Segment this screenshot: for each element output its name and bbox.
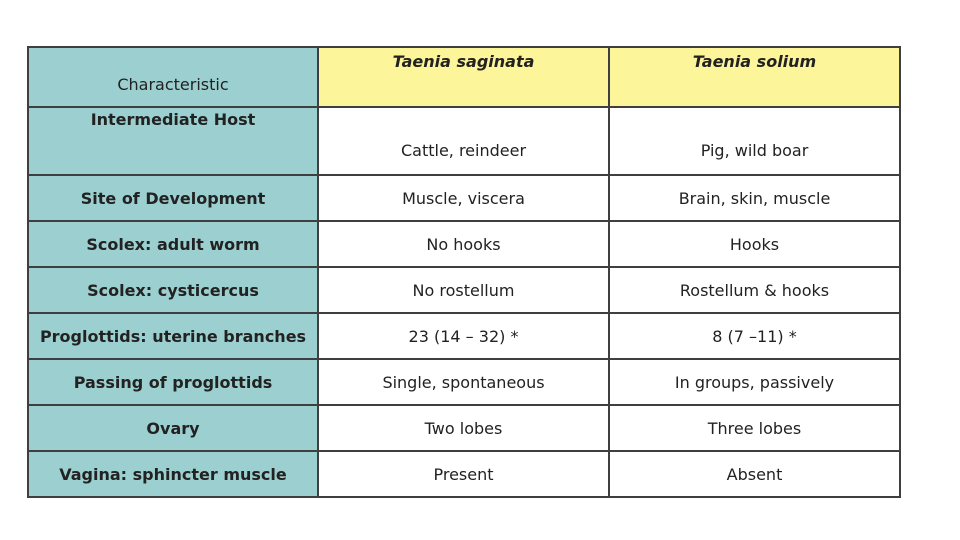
saginata-value: No rostellum — [318, 267, 609, 313]
row-label: Passing of proglottids — [28, 359, 318, 405]
saginata-value: Cattle, reindeer — [318, 107, 609, 175]
row-label: Scolex: cysticercus — [28, 267, 318, 313]
saginata-value: 23 (14 – 32) * — [318, 313, 609, 359]
solium-value: Pig, wild boar — [609, 107, 900, 175]
table-row — [28, 221, 900, 267]
header-row — [28, 47, 900, 107]
solium-value: 8 (7 –11) * — [609, 313, 900, 359]
table-row — [28, 313, 900, 359]
row-label: Proglottids: uterine branches — [28, 313, 318, 359]
header-taenia-saginata: Taenia saginata — [318, 47, 609, 107]
table-row — [28, 267, 900, 313]
row-label: Intermediate Host — [28, 107, 318, 175]
table-row — [28, 107, 900, 175]
row-label: Ovary — [28, 405, 318, 451]
table-row — [28, 451, 900, 497]
solium-value: Brain, skin, muscle — [609, 175, 900, 221]
header-taenia-solium: Taenia solium — [609, 47, 900, 107]
saginata-value: Muscle, viscera — [318, 175, 609, 221]
table-row — [28, 175, 900, 221]
saginata-value: Present — [318, 451, 609, 497]
taenia-comparison-table — [27, 46, 901, 498]
solium-value: Absent — [609, 451, 900, 497]
solium-value: Hooks — [609, 221, 900, 267]
table-row — [28, 405, 900, 451]
table-row — [28, 359, 900, 405]
row-label: Vagina: sphincter muscle — [28, 451, 318, 497]
header-characteristic: Characteristic — [28, 47, 318, 107]
solium-value: In groups, passively — [609, 359, 900, 405]
comparison-table-container — [27, 46, 899, 498]
solium-value: Rostellum & hooks — [609, 267, 900, 313]
saginata-value: Two lobes — [318, 405, 609, 451]
saginata-value: Single, spontaneous — [318, 359, 609, 405]
row-label: Site of Development — [28, 175, 318, 221]
row-label: Scolex: adult worm — [28, 221, 318, 267]
solium-value: Three lobes — [609, 405, 900, 451]
saginata-value: No hooks — [318, 221, 609, 267]
